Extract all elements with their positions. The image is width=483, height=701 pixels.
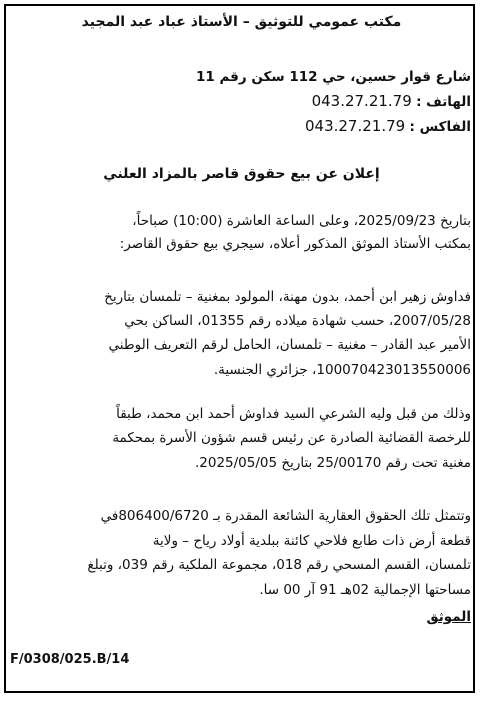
paragraph3-line1: وذلك من قبل وليه الشرعي السيد فداوش أحمد ابن محمد، طبقاً — [116, 406, 471, 422]
paragraph4-line2: قطعة أرض ذات طابع فلاحي كائنة ببلدية أولاد رياح – ولاية — [152, 533, 471, 549]
paragraph2-line4: 100070423013550006، جزائري الجنسية. — [213, 362, 471, 378]
address-line: شارع قوار حسين، حي 112 سكن رقم 11 — [195, 69, 471, 85]
phone-label: الهاتف : — [416, 94, 471, 110]
paragraph2-line1: فداوش زهير ابن أحمد، بدون مهنة، المولود بمغنية – تلمسان بتاريخ — [104, 289, 471, 305]
paragraph4-line1: وتتمثل تلك الحقوق العقارية الشائعة المقدرة بـ 806400/6720في — [100, 508, 471, 524]
paragraph3-line3: مغنية تحت رقم 25/00170 بتاريخ 2025/05/05. — [194, 455, 471, 471]
fax-row — [305, 116, 471, 137]
office-title: مكتب عمومي للتوثيق – الأستاذ عباد عبد المجيد — [81, 14, 402, 30]
fax-label: الفاكس : — [409, 119, 471, 135]
document-reference-code: F/0308/025.B/14 — [10, 652, 130, 667]
announcement-title: إعلان عن بيع حقوق قاصر بالمزاد العلني — [103, 166, 380, 182]
fax-value: 043.27.21.79 — [304, 117, 406, 135]
paragraph2-line3: الأمير عبد القادر – مغنية – تلمسان، الحامل لرقم التعريف الوطني — [108, 337, 471, 353]
paragraph2-line2: 2007/05/28، حسب شهادة ميلاده رقم 01355، الساكن بحي — [124, 313, 471, 329]
paragraph4-line3: تلمسان، القسم المسحي رقم 018، مجموعة الملكية رقم 039، وتبلغ — [87, 557, 471, 573]
phone-value: 043.27.21.79 — [311, 92, 412, 110]
paragraph3-line2: للرخصة القضائية الصادرة عن رئيس قسم شؤون الأسرة بمحكمة — [112, 430, 471, 446]
paragraph1-line2: بمكتب الأستاذ الموثق المذكور أعلاه، سيجري بيع حقوق القاصر: — [119, 236, 471, 252]
paragraph4-line4: مساحتها الإجمالية 02هـ 91 آر 00 سا. — [259, 582, 471, 598]
paragraph1-line1: بتاريخ 2025/09/23، وعلى الساعة العاشرة (10:00) صباحاً، — [132, 213, 471, 229]
notary-signature-label: الموثق — [426, 609, 471, 625]
phone-row — [312, 91, 471, 112]
